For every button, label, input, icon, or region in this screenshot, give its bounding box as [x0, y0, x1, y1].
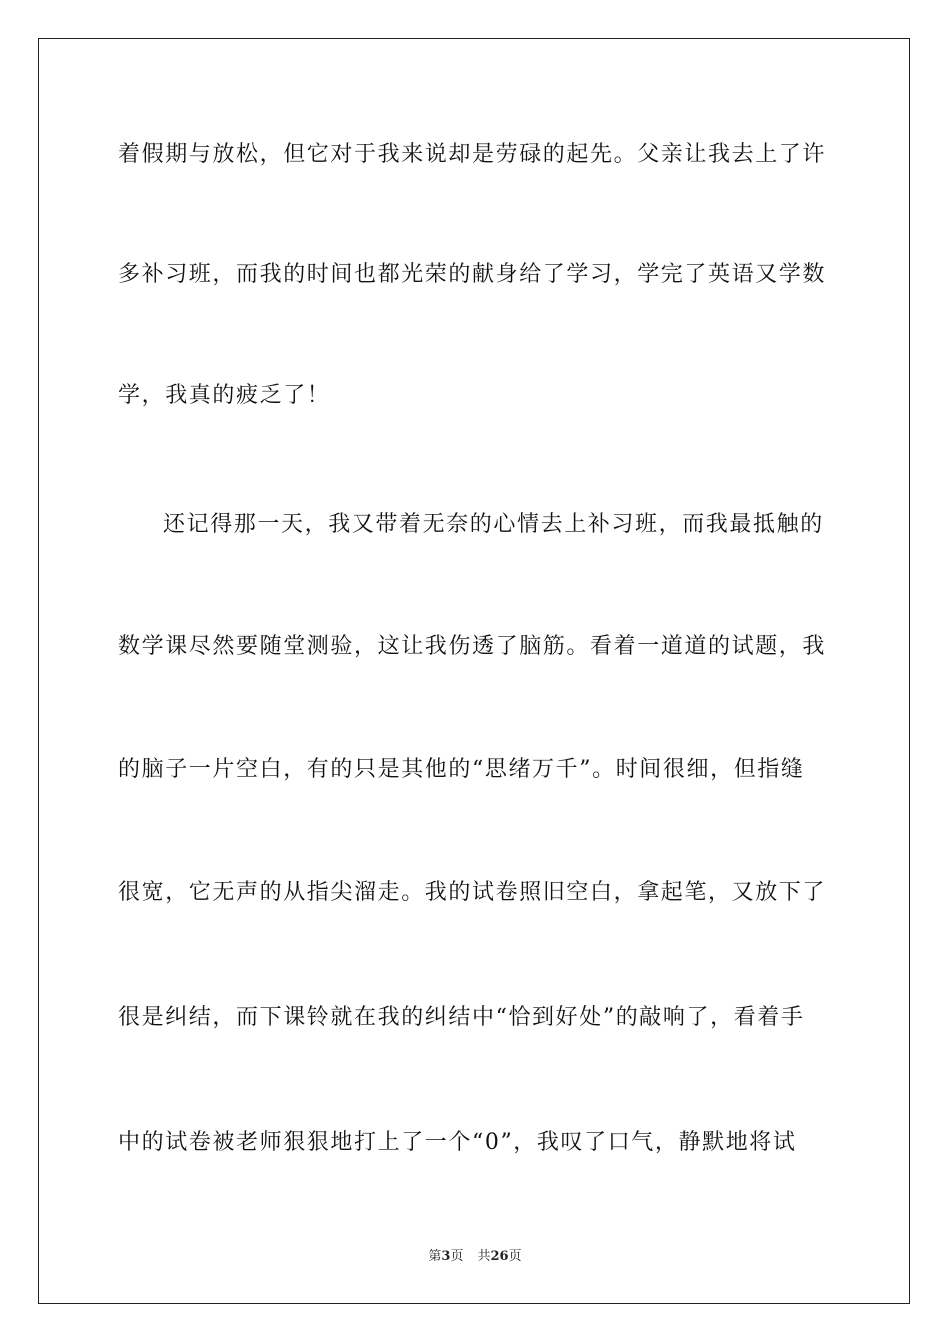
- page-number: 第3页: [428, 1249, 464, 1264]
- body-text-line: 学，我真的疲乏了！: [118, 383, 331, 408]
- paragraph-first-line: 还记得那一天，我又带着无奈的心情去上补习班，而我最抵触的: [163, 512, 824, 537]
- body-text-line: 数学课尽然要随堂测验，这让我伤透了脑筋。看着一道道的试题，我: [118, 634, 827, 659]
- page-frame: [38, 38, 910, 1304]
- body-text-line: 的脑子一片空白，有的只是其他的“思绪万千”。时间很细，但指缝: [118, 757, 805, 782]
- body-text-line: 很是纠结，而下课铃就在我的纠结中“恰到好处”的敲响了，看着手: [118, 1005, 805, 1030]
- page-total: 共26页: [477, 1249, 522, 1264]
- body-text-line: 多补习班，而我的时间也都光荣的献身给了学习，学完了英语又学数: [118, 262, 827, 287]
- body-text-line: 很宽，它无声的从指尖溜走。我的试卷照旧空白，拿起笔，又放下了: [118, 880, 827, 905]
- page-footer: [0, 1248, 950, 1266]
- body-text-line: 中的试卷被老师狠狠地打上了一个“0”，我叹了口气，静默地将试: [118, 1130, 797, 1155]
- body-text-line: 着假期与放松，但它对于我来说却是劳碌的起先。父亲让我去上了许: [118, 142, 827, 167]
